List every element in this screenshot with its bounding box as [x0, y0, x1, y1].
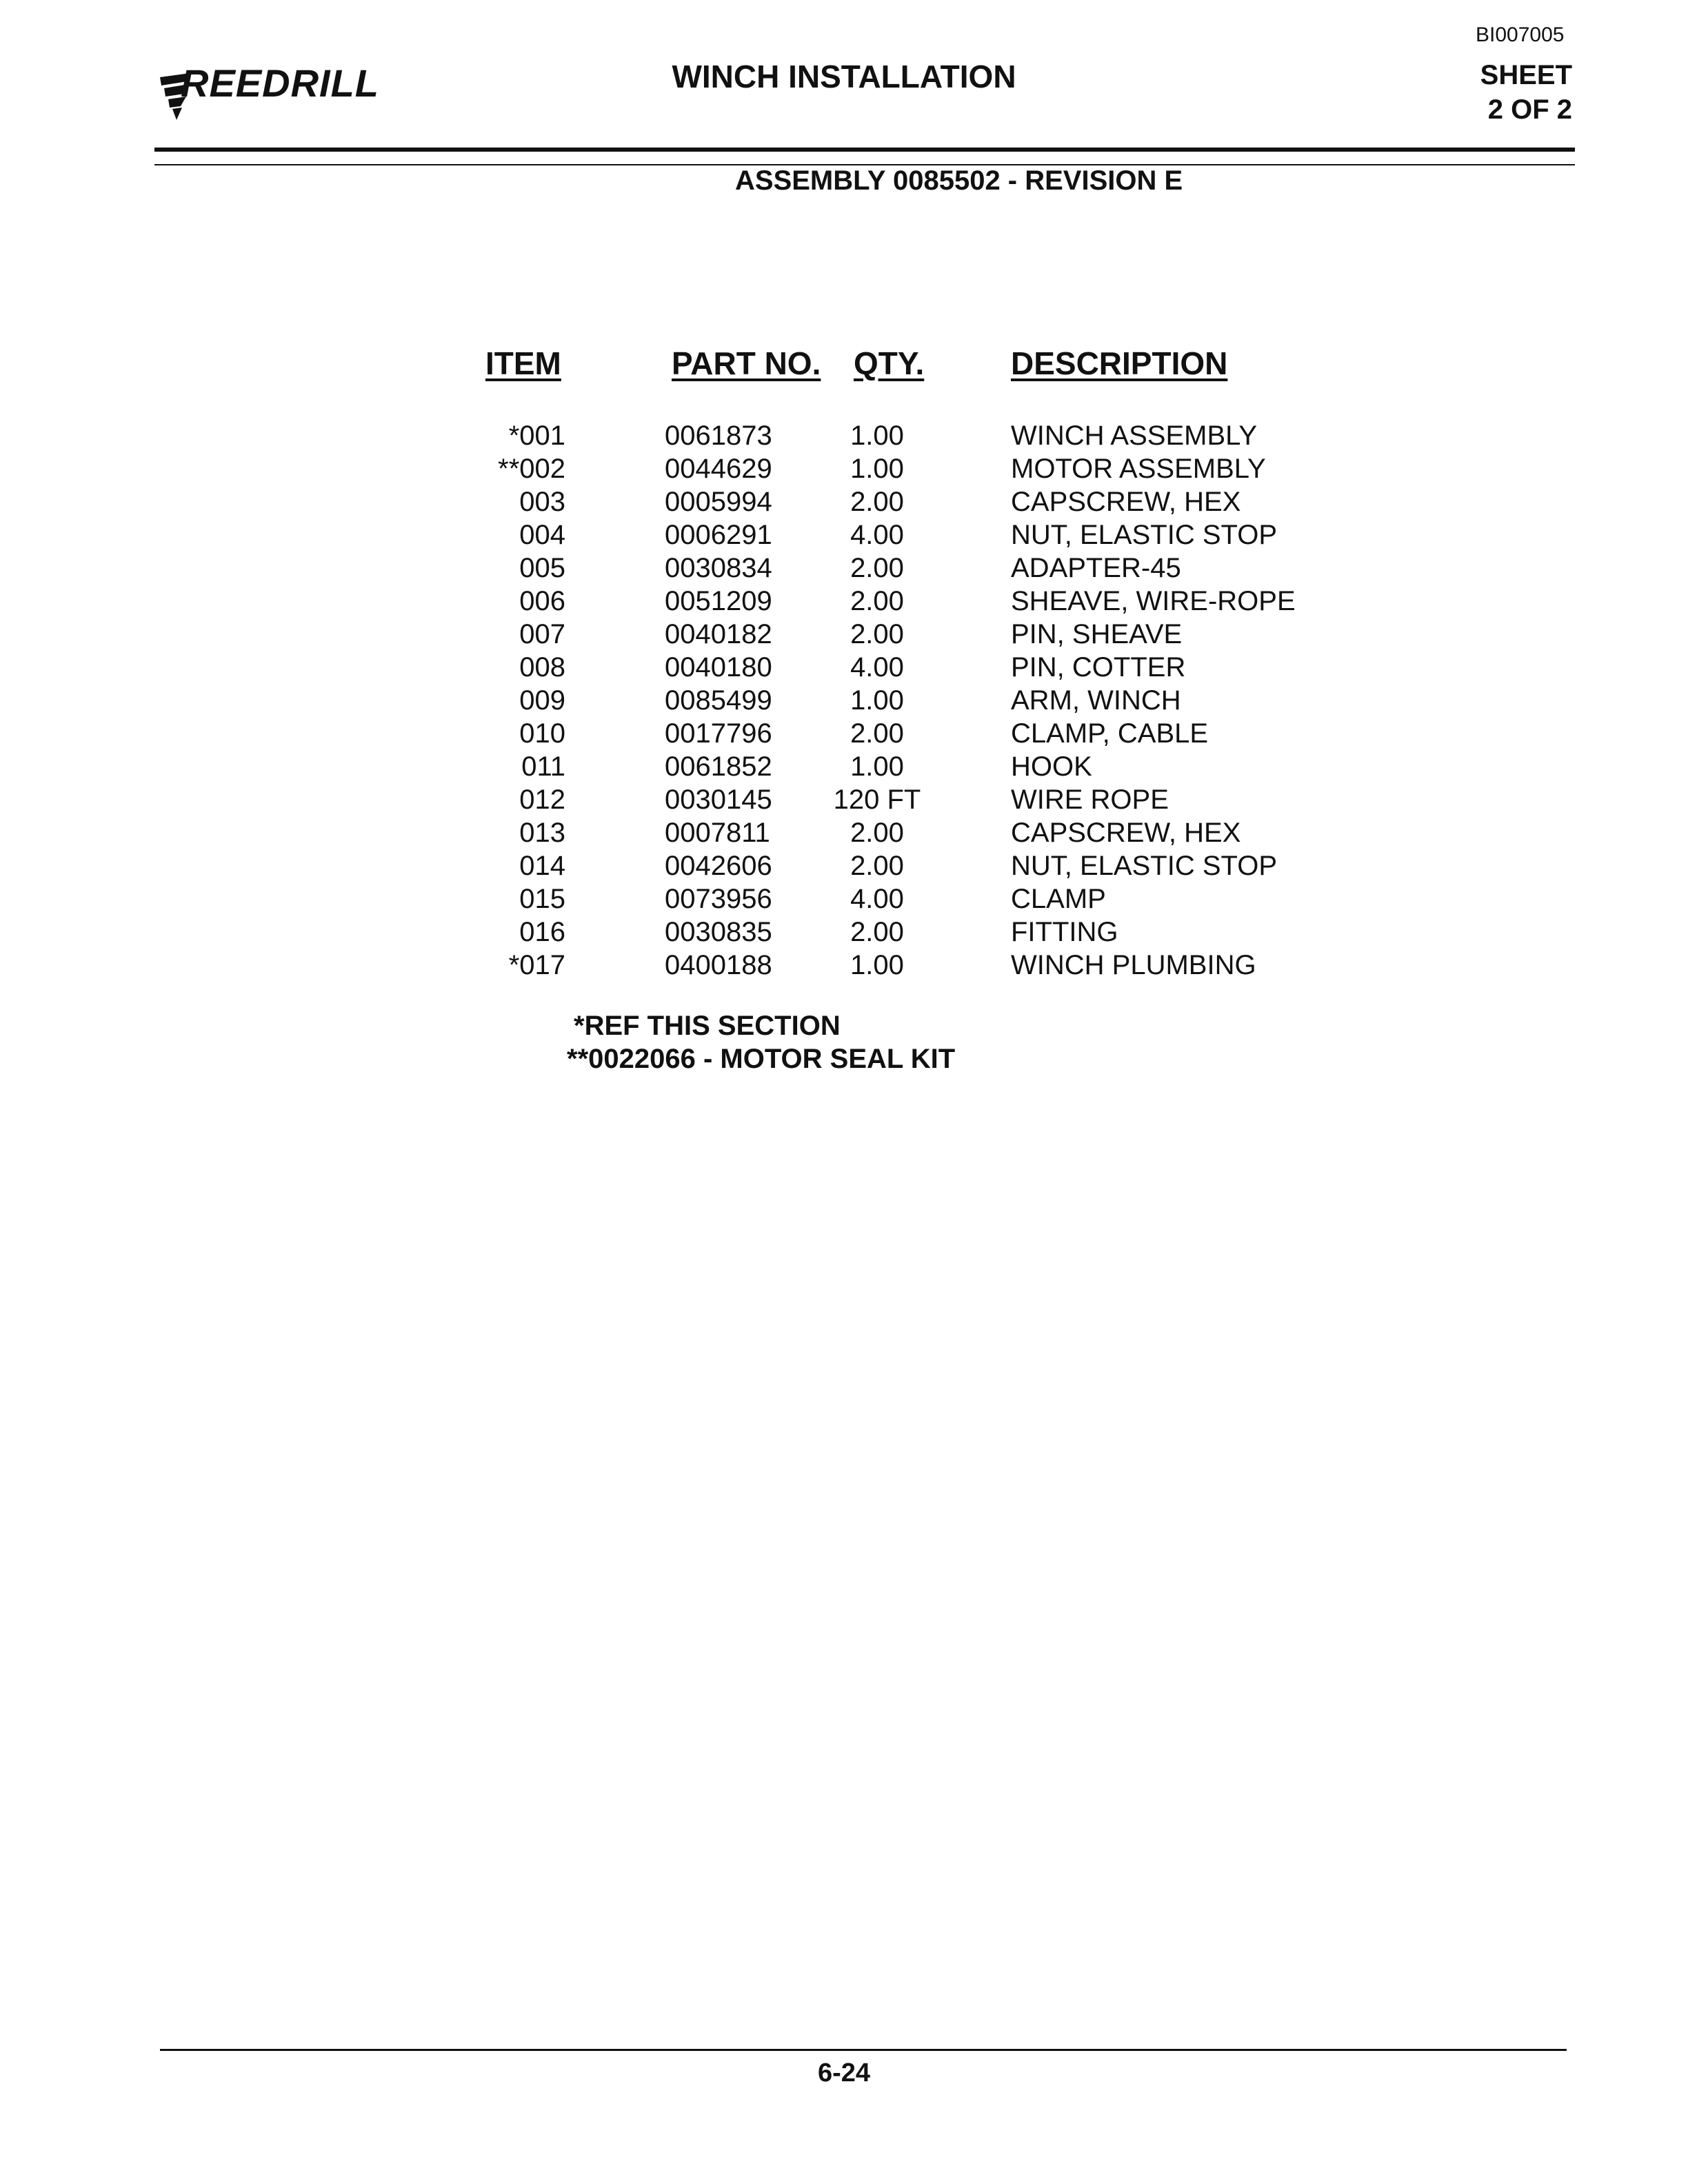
- description: CLAMP, CABLE: [1011, 718, 1209, 749]
- item-number: 005: [519, 553, 565, 583]
- item-number: 012: [519, 785, 565, 815]
- sheet-number: 2 OF 2: [1487, 94, 1572, 125]
- brand-name: REEDRILL: [181, 61, 379, 105]
- table-row: [0, 949, 1688, 982]
- part-number: 0073956: [665, 884, 772, 914]
- part-number: 0400188: [665, 950, 772, 980]
- table-row: [0, 882, 1688, 916]
- table-row: [0, 783, 1688, 816]
- part-number: 0040180: [665, 652, 772, 682]
- footer-rule: [160, 2049, 1567, 2051]
- table-row: [0, 585, 1688, 618]
- description: NUT, ELASTIC STOP: [1011, 851, 1278, 881]
- quantity: 1.00: [850, 685, 904, 716]
- quantity: 2.00: [850, 718, 904, 749]
- description: ADAPTER-45: [1011, 553, 1181, 583]
- table-row: [0, 717, 1688, 750]
- table-row: [0, 452, 1688, 485]
- description: MOTOR ASSEMBLY: [1011, 454, 1266, 484]
- quantity: 4.00: [850, 520, 904, 550]
- column-header-description: DESCRIPTION: [1011, 345, 1228, 381]
- part-number: 0051209: [665, 586, 772, 616]
- item-number: 010: [519, 718, 565, 749]
- item-number: 004: [519, 520, 565, 550]
- page-title: WINCH INSTALLATION: [672, 59, 1016, 94]
- item-number: 011: [521, 751, 565, 782]
- description: SHEAVE, WIRE-ROPE: [1011, 586, 1296, 616]
- document-code: BI007005: [1476, 23, 1565, 46]
- quantity: 2.00: [850, 553, 904, 583]
- quantity: 2.00: [850, 818, 904, 848]
- part-number: 0042606: [665, 851, 772, 881]
- description: FITTING: [1011, 917, 1118, 947]
- table-row: [0, 750, 1688, 783]
- quantity: 1.00: [850, 751, 904, 782]
- column-header-part-no: PART NO.: [672, 345, 821, 381]
- description: WINCH ASSEMBLY: [1011, 421, 1258, 451]
- quantity: 1.00: [850, 454, 904, 484]
- quantity: 2.00: [850, 851, 904, 881]
- description: WINCH PLUMBING: [1011, 950, 1256, 980]
- item-number: *001: [508, 421, 565, 451]
- description: CLAMP: [1011, 884, 1106, 914]
- column-header-item: ITEM: [485, 345, 561, 381]
- table-row: [0, 849, 1688, 882]
- part-number: 0040182: [665, 619, 772, 649]
- part-number: 0005994: [665, 487, 772, 517]
- part-number: 0030145: [665, 785, 772, 815]
- quantity: 2.00: [850, 619, 904, 649]
- table-row: [0, 552, 1688, 585]
- quantity: 2.00: [850, 487, 904, 517]
- part-number: 0061852: [665, 751, 772, 782]
- item-number: *017: [508, 950, 565, 980]
- table-row: [0, 916, 1688, 949]
- table-row: [0, 419, 1688, 452]
- part-number: 0017796: [665, 718, 772, 749]
- table-row: [0, 518, 1688, 552]
- parts-table: [0, 419, 1688, 982]
- item-number: 015: [519, 884, 565, 914]
- quantity: 1.00: [850, 950, 904, 980]
- table-row: [0, 651, 1688, 684]
- description: PIN, COTTER: [1011, 652, 1186, 682]
- description: NUT, ELASTIC STOP: [1011, 520, 1278, 550]
- part-number: 0006291: [665, 520, 772, 550]
- sheet-indicator: [1462, 58, 1572, 127]
- table-row: [0, 618, 1688, 651]
- quantity: 2.00: [850, 917, 904, 947]
- quantity: 2.00: [850, 586, 904, 616]
- part-number: 0030835: [665, 917, 772, 947]
- description: HOOK: [1011, 751, 1092, 782]
- item-number: 014: [519, 851, 565, 881]
- assembly-revision: ASSEMBLY 0085502 - REVISION E: [735, 165, 1183, 196]
- description: CAPSCREW, HEX: [1011, 818, 1241, 848]
- part-number: 0061873: [665, 421, 772, 451]
- description: WIRE ROPE: [1011, 785, 1169, 815]
- item-number: 006: [519, 586, 565, 616]
- column-header-qty: QTY.: [854, 345, 925, 381]
- table-row: [0, 684, 1688, 717]
- item-number: 007: [519, 619, 565, 649]
- page-number: 6-24: [817, 2059, 871, 2087]
- item-number: 008: [519, 652, 565, 682]
- part-number: 0030834: [665, 553, 772, 583]
- quantity: 120 FT: [833, 785, 921, 815]
- item-number: 009: [519, 685, 565, 716]
- note-seal-kit: **0022066 - MOTOR SEAL KIT: [567, 1044, 956, 1074]
- quantity: 1.00: [850, 421, 904, 451]
- item-number: 013: [519, 818, 565, 848]
- item-number: **002: [498, 454, 565, 484]
- item-number: 016: [519, 917, 565, 947]
- description: ARM, WINCH: [1011, 685, 1181, 716]
- table-row: [0, 816, 1688, 849]
- quantity: 4.00: [850, 884, 904, 914]
- description: PIN, SHEAVE: [1011, 619, 1183, 649]
- part-number: 0085499: [665, 685, 772, 716]
- header-rule-thick: [154, 148, 1575, 152]
- part-number: 0007811: [665, 818, 770, 848]
- part-number: 0044629: [665, 454, 772, 484]
- quantity: 4.00: [850, 652, 904, 682]
- note-ref-section: *REF THIS SECTION: [574, 1011, 841, 1041]
- table-row: [0, 485, 1688, 518]
- description: CAPSCREW, HEX: [1011, 487, 1241, 517]
- item-number: 003: [519, 487, 565, 517]
- sheet-label: SHEET: [1480, 60, 1572, 90]
